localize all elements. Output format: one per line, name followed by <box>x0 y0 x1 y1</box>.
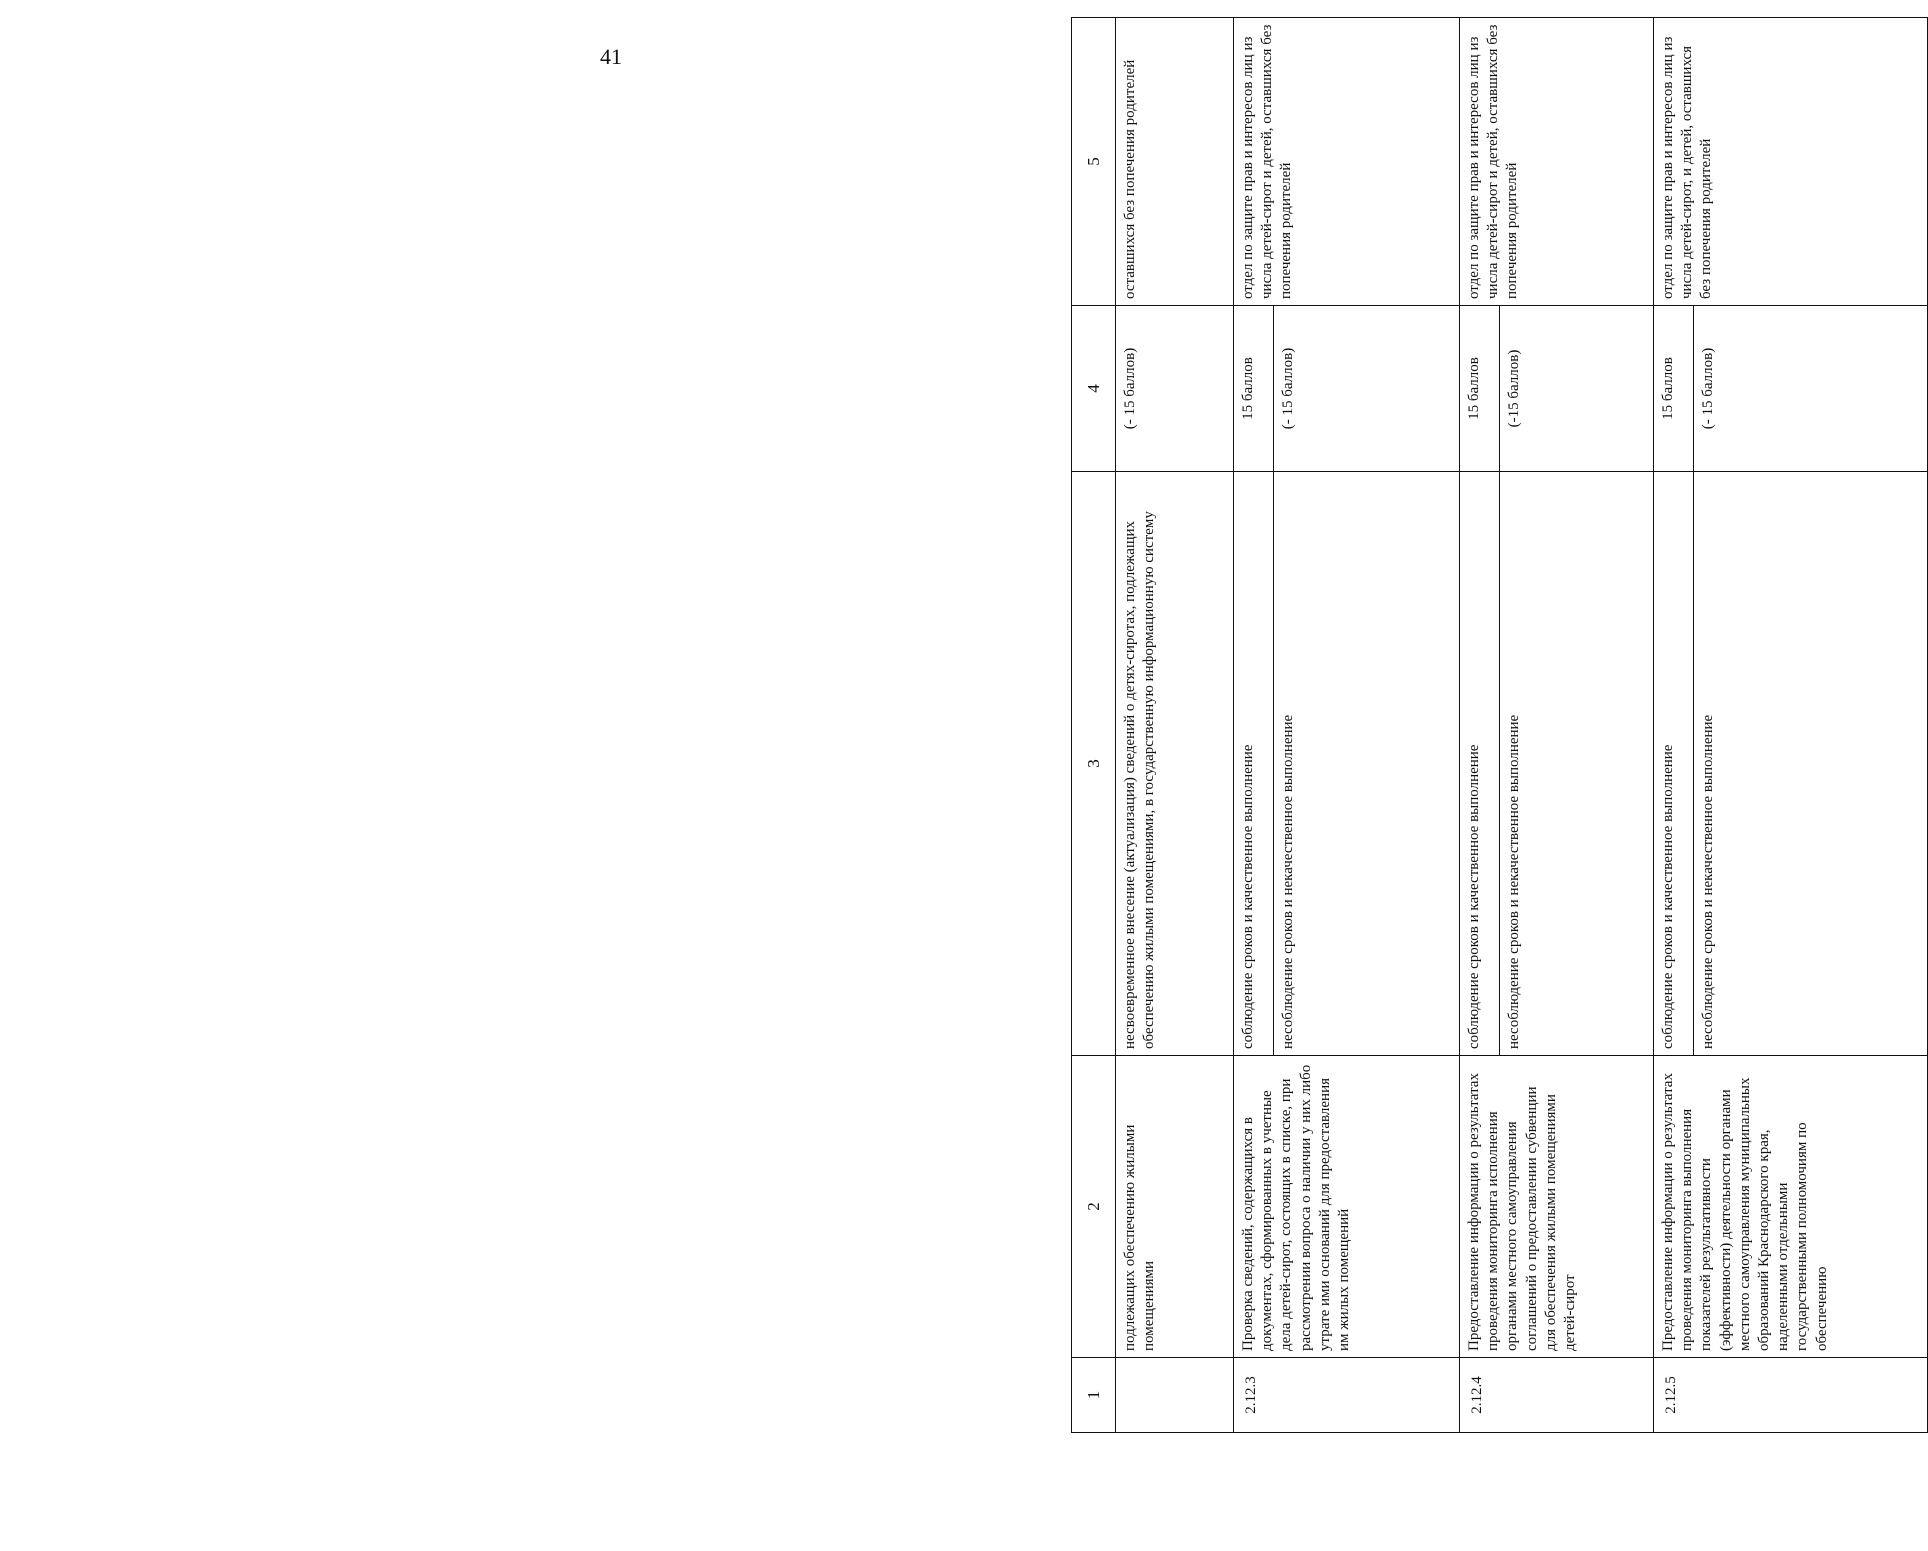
row-criterion: несвоевременное внесение (актуализация) сведений о детях-сиротах, подлежащих обеспечению жилыми помещениями, в государственную информационную систему <box>1116 472 1234 1056</box>
rotated-table-container <box>1071 18 1927 1433</box>
row-criterion-negative: несоблюдение сроков и некачественное выполнение <box>1694 472 1928 1056</box>
criteria-table <box>1071 17 1928 1433</box>
row-score-negative: (- 15 баллов) <box>1274 306 1460 472</box>
row-description: Предоставление информации о результатах проведения мониторинга выполнения показателей результативности (эффективности) деятельности органами местного самоуправления муниципальных образований Краснодарского края, наделенными отдельными государственными полномочиям по обеспечению <box>1654 1056 1928 1358</box>
header-col-5: 5 <box>1072 18 1116 306</box>
row-responsible: оставшихся без попечения родителей <box>1116 18 1234 306</box>
row-criterion-positive: соблюдение сроков и качественное выполнение <box>1460 472 1500 1056</box>
header-col-2: 2 <box>1072 1056 1116 1358</box>
row-description: Предоставление информации о результатах проведения мониторинга исполнения органами местного самоуправления соглашений о предоставлении субвенции для обеспечения жилыми помещениями детей-сирот <box>1460 1056 1654 1358</box>
row-responsible: отдел по защите прав и интересов лиц из числа детей-сирот и детей, оставшихся без попечения родителей <box>1460 18 1654 306</box>
row-score-positive: 15 баллов <box>1654 306 1694 472</box>
table-row-continued <box>1116 18 1234 1433</box>
header-col-3: 3 <box>1072 472 1116 1056</box>
row-number: 2.12.5 <box>1654 1358 1928 1433</box>
row-score: (- 15 баллов) <box>1116 306 1234 472</box>
row-number <box>1116 1358 1234 1433</box>
header-col-1: 1 <box>1072 1358 1116 1433</box>
row-number: 2.12.3 <box>1234 1358 1460 1433</box>
page-number: 41 <box>600 44 622 69</box>
row-responsible: отдел по защите прав и интересов лиц из числа детей-сирот и детей, оставшихся без попечения родителей <box>1234 18 1460 306</box>
table-row <box>1460 18 1500 1433</box>
row-criterion-positive: соблюдение сроков и качественное выполнение <box>1234 472 1274 1056</box>
table-row <box>1654 18 1694 1433</box>
row-score-negative: (-15 баллов) <box>1500 306 1654 472</box>
row-description: подлежащих обеспечению жилыми помещениями <box>1116 1056 1234 1358</box>
row-score-negative: (- 15 баллов) <box>1694 306 1928 472</box>
row-criterion-negative: несоблюдение сроков и некачественное выполнение <box>1500 472 1654 1056</box>
header-col-4: 4 <box>1072 306 1116 472</box>
row-number: 2.12.4 <box>1460 1358 1654 1433</box>
table-header-row <box>1072 18 1116 1433</box>
row-score-positive: 15 баллов <box>1460 306 1500 472</box>
row-criterion-positive: соблюдение сроков и качественное выполнение <box>1654 472 1694 1056</box>
row-score-positive: 15 баллов <box>1234 306 1274 472</box>
row-description: Проверка сведений, содержащихся в документах, сформированных в учетные дела детей-сирот, состоящих в списке, при рассмотрении вопроса о наличии у них либо утрате ими оснований для предоставления им жилых помещений <box>1234 1056 1460 1358</box>
row-responsible: отдел по защите прав и интересов лиц из числа детей-сирот, и детей, оставшихся без попечения родителей <box>1654 18 1928 306</box>
table-row <box>1234 18 1274 1433</box>
row-criterion-negative: несоблюдение сроков и некачественное выполнение <box>1274 472 1460 1056</box>
